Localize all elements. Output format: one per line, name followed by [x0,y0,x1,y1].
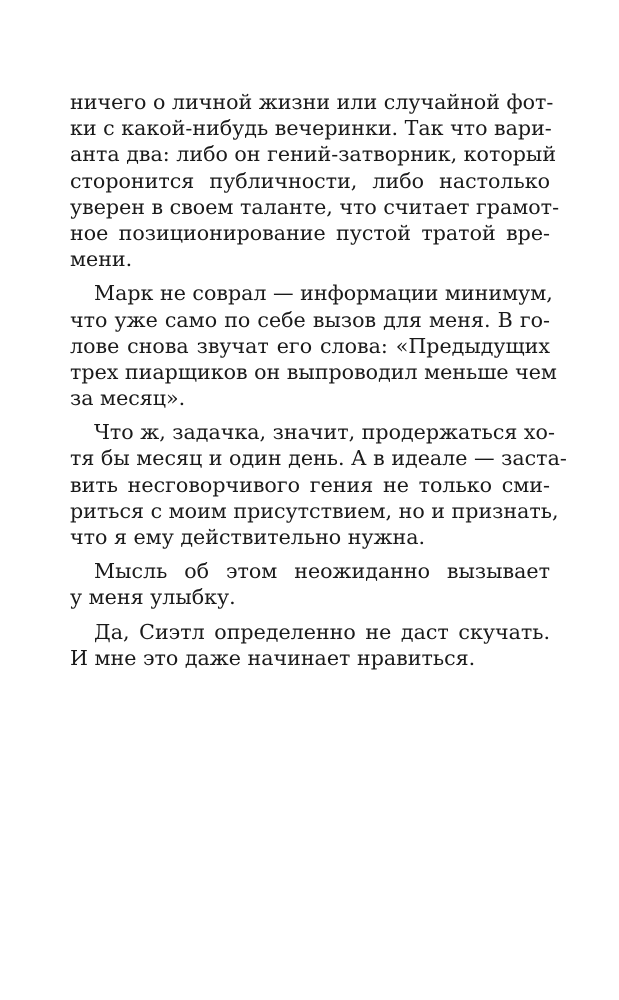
paragraph-2 [70,280,557,411]
text-line: за месяц». [70,386,186,411]
text-line: тя бы месяц и один день. А в идеале — заста- [70,446,567,471]
text-line: что я ему действительно нужна. [70,525,426,549]
book-page-text [70,89,567,679]
text-line: что уже само по себе вызов для меня. В го- [70,307,550,332]
text-line: лове снова звучат его слова: «Предыдущих [70,333,550,358]
text-line: сторонится публичности, либо настолько [70,168,550,193]
text-line: Мысль об этом неожиданно вызывает [94,559,550,584]
text-line: ничего о личной жизни или случайной фот- [70,90,554,114]
text-line: уверен в своем таланте, что считает грамот- [70,194,560,219]
text-line: Да, Сиэтл определенно не даст скучать. [94,619,550,644]
text-line: вить несговорчивого гения не только сми- [70,472,550,497]
text-line: И мне это даже начинает нравиться. [70,645,476,670]
text-line: ное позиционирование пустой тратой вре- [70,220,550,245]
paragraph-3 [70,419,567,550]
text-line: мени. [70,247,133,272]
text-line: трех пиарщиков он выпроводил меньше чем [70,359,557,384]
paragraph-4 [70,558,550,610]
text-line: Что ж, задачка, значит, продержаться хо- [94,420,555,445]
text-line: у меня улыбку. [70,585,236,610]
paragraph-5 [70,619,550,671]
text-line: Марк не соврал — информации минимум, [94,281,553,306]
paragraph-1 [70,89,560,272]
text-line: риться с моим присутствием, но и признать, [70,498,559,523]
text-line: анта два: либо он гений-затворник, который [70,142,557,167]
text-line: ки с какой-нибудь вечеринки. Так что вари- [70,116,552,141]
